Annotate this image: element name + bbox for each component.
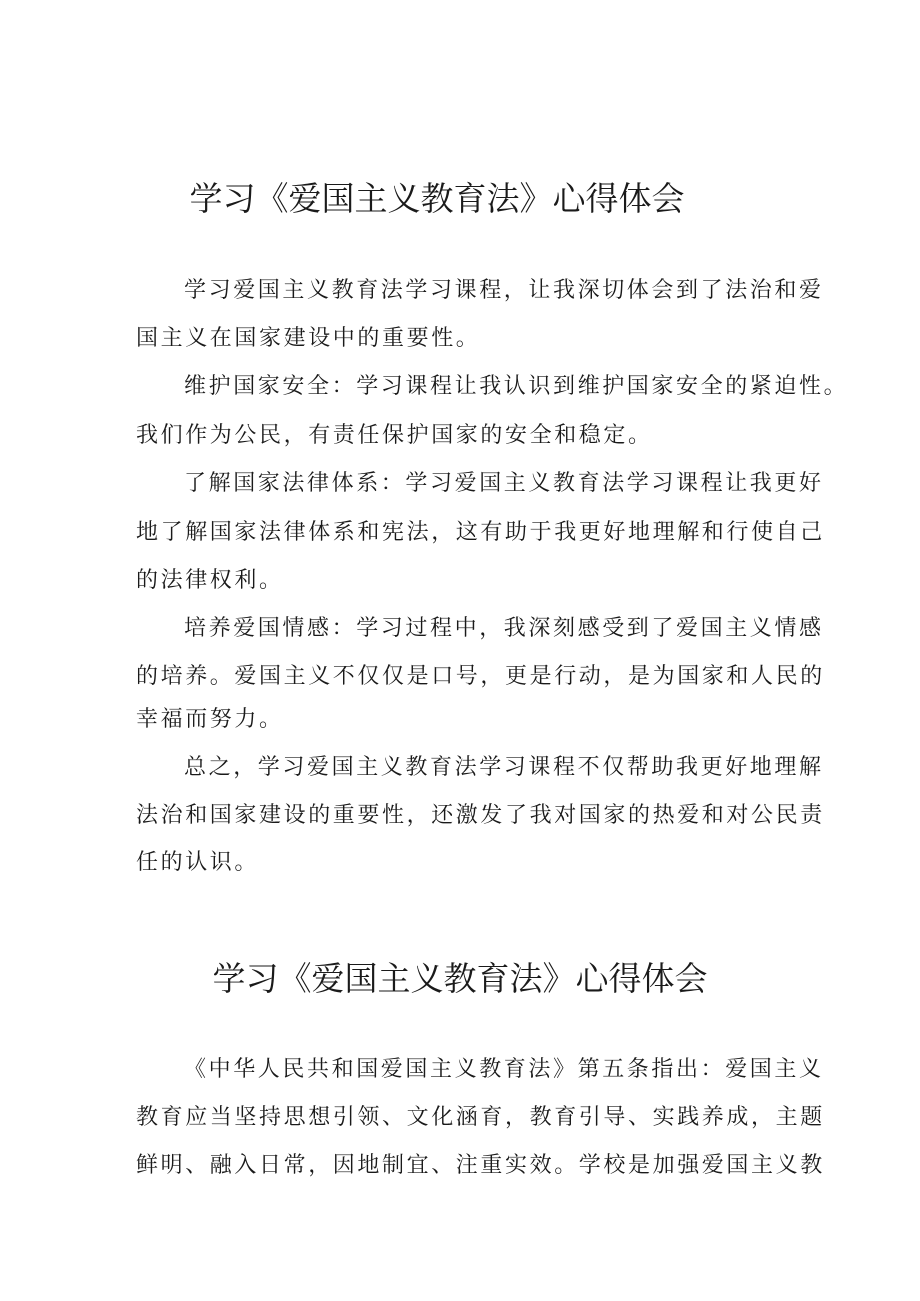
section2-line-2: 教育应当坚持思想引领、文化涵育，教育引导、实践养成，主题: [136, 1105, 825, 1130]
section2-line-1: 《中华人民共和国爱国主义教育法》第五条指出：爱国主义: [184, 1057, 824, 1082]
section1-line-12: 法治和国家建设的重要性，还激发了我对国家的热爱和对公民责: [136, 803, 825, 828]
section1-line-13: 任的认识。: [136, 850, 260, 875]
section1-line-9: 的培养。爱国主义不仅仅是口号，更是行动，是为国家和人民的: [136, 664, 825, 689]
section1-line-6: 地了解国家法律体系和宪法，这有助于我更好地理解和行使自己: [136, 520, 825, 545]
section1-line-2: 国主义在国家建设中的重要性。: [136, 326, 481, 351]
section1-line-8: 培养爱国情感：学习过程中，我深刻感受到了爱国主义情感: [184, 616, 824, 641]
section1-line-3: 维护国家安全：学习课程让我认识到维护国家安全的紧迫性。: [184, 374, 849, 399]
section1-line-10: 幸福而努力。: [136, 707, 284, 732]
section2-title: 学习《爱国主义教育法》心得体会: [212, 959, 708, 998]
section1-line-7: 的法律权利。: [136, 568, 284, 593]
section1-title: 学习《爱国主义教育法》心得体会: [189, 179, 685, 218]
section1-line-4: 我们作为公民，有责任保护国家的安全和稳定。: [136, 423, 653, 448]
section1-line-5: 了解国家法律体系：学习爱国主义教育法学习课程让我更好: [184, 471, 824, 496]
section1-line-1: 学习爱国主义教育法学习课程，让我深切体会到了法治和爱: [184, 278, 824, 303]
section1-line-11: 总之，学习爱国主义教育法学习课程不仅帮助我更好地理解: [184, 755, 824, 780]
section2-line-3: 鲜明、融入日常，因地制宜、注重实效。学校是加强爱国主义教: [136, 1153, 825, 1178]
